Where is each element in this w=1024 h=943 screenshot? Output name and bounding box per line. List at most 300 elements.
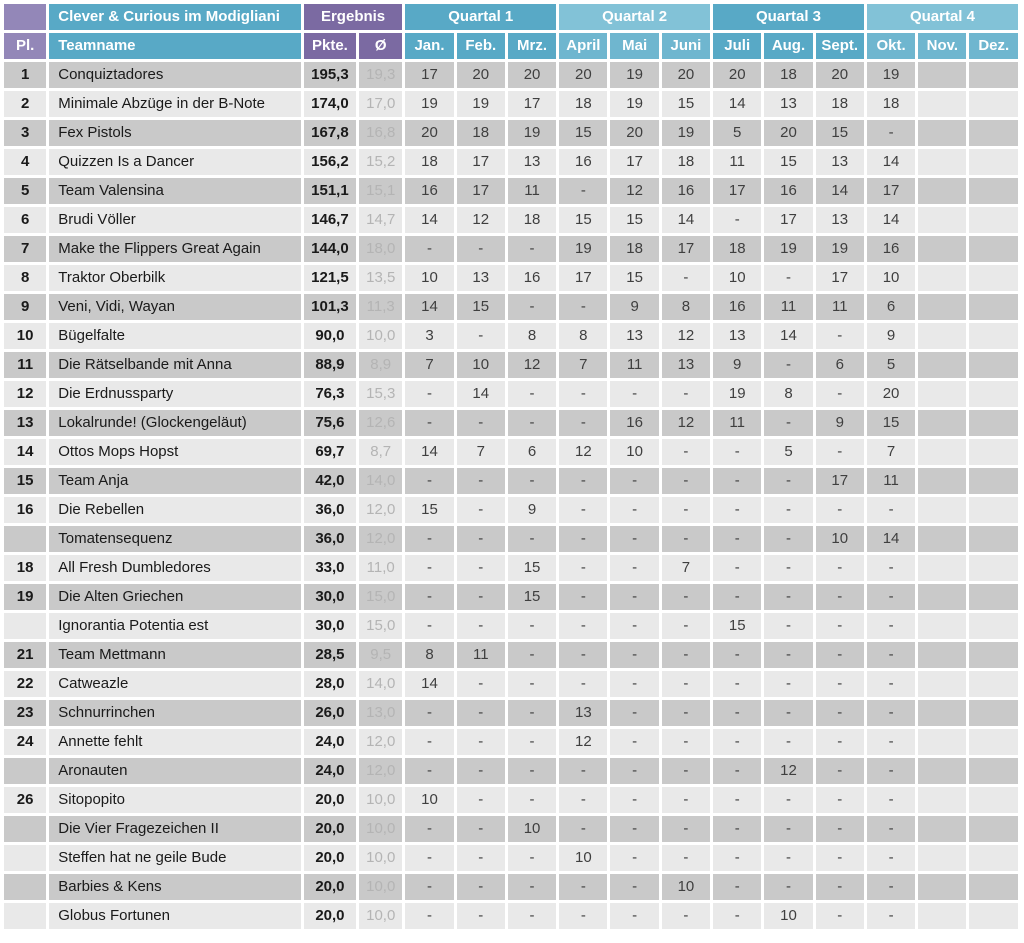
month-score-cell bbox=[969, 903, 1018, 929]
month-score-cell: - bbox=[405, 729, 453, 755]
points-cell: 26,0 bbox=[304, 700, 356, 726]
table-row bbox=[4, 410, 1018, 436]
month-score-cell: - bbox=[405, 236, 453, 262]
month-score-cell: 18 bbox=[713, 236, 761, 262]
table-body bbox=[4, 62, 1018, 929]
month-score-cell bbox=[969, 758, 1018, 784]
month-score-cell: - bbox=[816, 584, 864, 610]
month-score-cell bbox=[918, 758, 966, 784]
month-score-cell: - bbox=[457, 874, 505, 900]
team-name-cell: Globus Fortunen bbox=[49, 903, 301, 929]
month-score-cell: 14 bbox=[867, 526, 915, 552]
month-score-cell: 13 bbox=[457, 265, 505, 291]
quartal-2-header: Quartal 2 bbox=[559, 4, 710, 30]
month-score-cell bbox=[918, 729, 966, 755]
month-score-cell: 16 bbox=[713, 294, 761, 320]
month-score-cell bbox=[918, 874, 966, 900]
place-cell: 8 bbox=[4, 265, 46, 291]
month-score-cell: 9 bbox=[867, 323, 915, 349]
month-score-cell bbox=[918, 236, 966, 262]
month-score-cell: - bbox=[764, 526, 812, 552]
month-score-cell: - bbox=[764, 787, 812, 813]
month-score-cell: - bbox=[662, 497, 710, 523]
team-name-cell: Schnurrinchen bbox=[49, 700, 301, 726]
month-score-cell: - bbox=[816, 381, 864, 407]
month-score-cell: - bbox=[405, 410, 453, 436]
place-cell bbox=[4, 816, 46, 842]
month-score-cell: 19 bbox=[816, 236, 864, 262]
month-score-cell: - bbox=[816, 555, 864, 581]
month-score-cell: - bbox=[508, 294, 556, 320]
month-score-cell: - bbox=[816, 729, 864, 755]
month-score-cell: - bbox=[457, 816, 505, 842]
table-row bbox=[4, 381, 1018, 407]
month-score-cell bbox=[918, 497, 966, 523]
month-score-cell: - bbox=[764, 613, 812, 639]
month-score-cell: - bbox=[816, 642, 864, 668]
month-score-cell bbox=[969, 91, 1018, 117]
month-score-cell: - bbox=[713, 874, 761, 900]
place-cell bbox=[4, 874, 46, 900]
month-score-cell: 14 bbox=[405, 439, 453, 465]
month-score-cell: - bbox=[457, 526, 505, 552]
month-score-cell bbox=[969, 468, 1018, 494]
month-score-cell: 19 bbox=[662, 120, 710, 146]
month-score-cell bbox=[969, 555, 1018, 581]
month-score-cell: 17 bbox=[508, 91, 556, 117]
month-score-cell bbox=[918, 613, 966, 639]
month-score-cell: 19 bbox=[508, 120, 556, 146]
month-score-cell: 19 bbox=[610, 62, 658, 88]
team-name-cell: Team Valensina bbox=[49, 178, 301, 204]
month-score-cell bbox=[918, 62, 966, 88]
place-cell: 11 bbox=[4, 352, 46, 378]
month-score-cell bbox=[918, 91, 966, 117]
month-score-cell: - bbox=[405, 816, 453, 842]
month-score-cell: - bbox=[867, 816, 915, 842]
month-score-cell: - bbox=[816, 758, 864, 784]
points-cell: 30,0 bbox=[304, 613, 356, 639]
month-score-cell: - bbox=[662, 381, 710, 407]
month-header-april: April bbox=[559, 33, 607, 59]
place-cell: 14 bbox=[4, 439, 46, 465]
points-cell: 20,0 bbox=[304, 787, 356, 813]
month-score-cell: - bbox=[405, 758, 453, 784]
month-score-cell: - bbox=[508, 468, 556, 494]
month-score-cell: 12 bbox=[559, 729, 607, 755]
month-score-cell: 10 bbox=[713, 265, 761, 291]
average-cell: 15,1 bbox=[359, 178, 402, 204]
month-score-cell: 15 bbox=[508, 555, 556, 581]
month-score-cell: - bbox=[559, 816, 607, 842]
table-row bbox=[4, 526, 1018, 552]
month-score-cell: - bbox=[457, 555, 505, 581]
month-score-cell: - bbox=[508, 642, 556, 668]
team-name-cell: Team Anja bbox=[49, 468, 301, 494]
average-cell: 8,9 bbox=[359, 352, 402, 378]
month-score-cell: 13 bbox=[816, 207, 864, 233]
month-score-cell: - bbox=[457, 497, 505, 523]
month-score-cell bbox=[969, 236, 1018, 262]
month-score-cell: - bbox=[816, 613, 864, 639]
month-score-cell: 11 bbox=[457, 642, 505, 668]
place-cell bbox=[4, 758, 46, 784]
month-header-juni: Juni bbox=[662, 33, 710, 59]
month-score-cell: 20 bbox=[508, 62, 556, 88]
month-score-cell: - bbox=[713, 468, 761, 494]
month-score-cell bbox=[918, 903, 966, 929]
team-name-cell: Die Rätselbande mit Anna bbox=[49, 352, 301, 378]
team-name-cell: Die Erdnussparty bbox=[49, 381, 301, 407]
average-cell: 9,5 bbox=[359, 642, 402, 668]
month-score-cell: 7 bbox=[457, 439, 505, 465]
month-score-cell: 8 bbox=[662, 294, 710, 320]
month-score-cell: 18 bbox=[867, 91, 915, 117]
month-score-cell: - bbox=[867, 903, 915, 929]
table-row bbox=[4, 671, 1018, 697]
average-cell: 10,0 bbox=[359, 903, 402, 929]
points-cell: 151,1 bbox=[304, 178, 356, 204]
team-name-cell: Annette fehlt bbox=[49, 729, 301, 755]
points-cell: 36,0 bbox=[304, 526, 356, 552]
points-cell: 75,6 bbox=[304, 410, 356, 436]
points-cell: 33,0 bbox=[304, 555, 356, 581]
team-column-header: Teamname bbox=[49, 33, 301, 59]
points-cell: 174,0 bbox=[304, 91, 356, 117]
team-name-cell: Die Vier Fragezeichen II bbox=[49, 816, 301, 842]
points-cell: 20,0 bbox=[304, 874, 356, 900]
month-score-cell: 18 bbox=[405, 149, 453, 175]
points-cell: 36,0 bbox=[304, 497, 356, 523]
month-score-cell: - bbox=[662, 700, 710, 726]
month-score-cell bbox=[918, 642, 966, 668]
team-name-cell: Lokalrunde! (Glockengeläut) bbox=[49, 410, 301, 436]
month-score-cell: - bbox=[457, 700, 505, 726]
team-name-cell: Die Alten Griechen bbox=[49, 584, 301, 610]
month-score-cell: - bbox=[457, 758, 505, 784]
month-score-cell: 20 bbox=[457, 62, 505, 88]
table-row bbox=[4, 468, 1018, 494]
place-cell: 23 bbox=[4, 700, 46, 726]
average-cell: 19,3 bbox=[359, 62, 402, 88]
month-score-cell: - bbox=[867, 874, 915, 900]
month-score-cell: 14 bbox=[867, 149, 915, 175]
average-cell: 13,0 bbox=[359, 700, 402, 726]
month-score-cell bbox=[969, 671, 1018, 697]
month-score-cell: - bbox=[662, 584, 710, 610]
month-score-cell: - bbox=[713, 526, 761, 552]
month-score-cell bbox=[918, 149, 966, 175]
points-cell: 88,9 bbox=[304, 352, 356, 378]
month-score-cell: 10 bbox=[457, 352, 505, 378]
month-score-cell: - bbox=[508, 381, 556, 407]
average-cell: 10,0 bbox=[359, 845, 402, 871]
month-header-nov: Nov. bbox=[918, 33, 966, 59]
month-score-cell: 6 bbox=[816, 352, 864, 378]
month-score-cell: - bbox=[610, 526, 658, 552]
month-score-cell: 16 bbox=[508, 265, 556, 291]
table-row bbox=[4, 845, 1018, 871]
month-score-cell: - bbox=[867, 671, 915, 697]
month-score-cell bbox=[918, 555, 966, 581]
month-score-cell: 18 bbox=[610, 236, 658, 262]
month-score-cell: 13 bbox=[559, 700, 607, 726]
month-score-cell: - bbox=[662, 903, 710, 929]
month-score-cell: - bbox=[713, 758, 761, 784]
month-score-cell: 9 bbox=[816, 410, 864, 436]
month-score-cell: 12 bbox=[662, 323, 710, 349]
month-score-cell: 5 bbox=[713, 120, 761, 146]
month-score-cell bbox=[969, 787, 1018, 813]
month-score-cell: 14 bbox=[405, 294, 453, 320]
corner-cell bbox=[4, 4, 46, 30]
table-row bbox=[4, 584, 1018, 610]
month-score-cell: 20 bbox=[662, 62, 710, 88]
average-cell: 8,7 bbox=[359, 439, 402, 465]
month-score-cell: 17 bbox=[867, 178, 915, 204]
points-cell: 90,0 bbox=[304, 323, 356, 349]
month-score-cell: 15 bbox=[764, 149, 812, 175]
month-score-cell bbox=[969, 729, 1018, 755]
month-score-cell: - bbox=[816, 787, 864, 813]
place-cell: 10 bbox=[4, 323, 46, 349]
month-score-cell: - bbox=[764, 352, 812, 378]
table-row bbox=[4, 613, 1018, 639]
month-score-cell bbox=[969, 294, 1018, 320]
month-score-cell: 8 bbox=[559, 323, 607, 349]
month-score-cell: - bbox=[610, 468, 658, 494]
month-score-cell: - bbox=[713, 555, 761, 581]
month-score-cell: 14 bbox=[457, 381, 505, 407]
month-score-cell: 9 bbox=[713, 352, 761, 378]
month-score-cell: - bbox=[610, 874, 658, 900]
month-score-cell: - bbox=[816, 497, 864, 523]
month-score-cell: - bbox=[508, 526, 556, 552]
month-score-cell: 14 bbox=[764, 323, 812, 349]
points-column-header: Pkte. bbox=[304, 33, 356, 59]
points-cell: 144,0 bbox=[304, 236, 356, 262]
place-cell: 9 bbox=[4, 294, 46, 320]
place-cell: 1 bbox=[4, 62, 46, 88]
month-header-okt: Okt. bbox=[867, 33, 915, 59]
month-score-cell: - bbox=[405, 555, 453, 581]
month-score-cell: 17 bbox=[713, 178, 761, 204]
month-score-cell: - bbox=[764, 874, 812, 900]
place-cell: 6 bbox=[4, 207, 46, 233]
month-score-cell: 17 bbox=[662, 236, 710, 262]
month-score-cell: - bbox=[610, 903, 658, 929]
month-score-cell bbox=[918, 352, 966, 378]
month-score-cell: - bbox=[610, 845, 658, 871]
average-cell: 10,0 bbox=[359, 787, 402, 813]
month-score-cell bbox=[918, 178, 966, 204]
month-score-cell: - bbox=[405, 381, 453, 407]
month-score-cell bbox=[969, 526, 1018, 552]
month-score-cell: - bbox=[713, 584, 761, 610]
month-header-juli: Juli bbox=[713, 33, 761, 59]
month-score-cell: 20 bbox=[816, 62, 864, 88]
points-cell: 121,5 bbox=[304, 265, 356, 291]
month-header-jan: Jan. bbox=[405, 33, 453, 59]
month-score-cell: - bbox=[508, 758, 556, 784]
place-cell bbox=[4, 903, 46, 929]
month-score-cell: - bbox=[405, 468, 453, 494]
month-score-cell: 13 bbox=[508, 149, 556, 175]
month-score-cell: 11 bbox=[713, 149, 761, 175]
month-score-cell: - bbox=[662, 526, 710, 552]
month-score-cell: - bbox=[867, 497, 915, 523]
points-cell: 20,0 bbox=[304, 845, 356, 871]
average-cell: 12,0 bbox=[359, 758, 402, 784]
place-cell: 12 bbox=[4, 381, 46, 407]
month-score-cell: - bbox=[405, 700, 453, 726]
month-score-cell: 9 bbox=[508, 497, 556, 523]
table-row bbox=[4, 236, 1018, 262]
month-score-cell: 10 bbox=[867, 265, 915, 291]
month-score-cell: 18 bbox=[508, 207, 556, 233]
month-score-cell bbox=[969, 381, 1018, 407]
month-score-cell bbox=[918, 816, 966, 842]
month-score-cell: 12 bbox=[662, 410, 710, 436]
place-cell bbox=[4, 613, 46, 639]
month-score-cell: 20 bbox=[764, 120, 812, 146]
month-score-cell: 20 bbox=[610, 120, 658, 146]
month-score-cell bbox=[969, 439, 1018, 465]
place-cell: 19 bbox=[4, 584, 46, 610]
month-score-cell: - bbox=[662, 468, 710, 494]
month-score-cell: - bbox=[405, 613, 453, 639]
month-score-cell: 10 bbox=[610, 439, 658, 465]
month-score-cell: - bbox=[457, 468, 505, 494]
month-score-cell: - bbox=[764, 265, 812, 291]
month-score-cell: - bbox=[508, 410, 556, 436]
month-score-cell: 17 bbox=[405, 62, 453, 88]
month-score-cell: - bbox=[457, 903, 505, 929]
month-score-cell: - bbox=[610, 381, 658, 407]
month-score-cell: 8 bbox=[764, 381, 812, 407]
table-row bbox=[4, 903, 1018, 929]
month-score-cell: - bbox=[764, 729, 812, 755]
month-score-cell: 18 bbox=[764, 62, 812, 88]
month-score-cell: - bbox=[867, 642, 915, 668]
month-score-cell: - bbox=[559, 787, 607, 813]
month-score-cell: 11 bbox=[764, 294, 812, 320]
month-score-cell: - bbox=[662, 613, 710, 639]
month-score-cell: - bbox=[713, 207, 761, 233]
month-score-cell: - bbox=[662, 758, 710, 784]
month-score-cell: 16 bbox=[559, 149, 607, 175]
month-score-cell: 19 bbox=[405, 91, 453, 117]
month-score-cell bbox=[969, 149, 1018, 175]
month-score-cell: 11 bbox=[610, 352, 658, 378]
team-name-cell: Minimale Abzüge in der B-Note bbox=[49, 91, 301, 117]
month-score-cell: 17 bbox=[610, 149, 658, 175]
table-row bbox=[4, 265, 1018, 291]
month-score-cell: 15 bbox=[662, 91, 710, 117]
month-score-cell bbox=[918, 207, 966, 233]
points-cell: 24,0 bbox=[304, 758, 356, 784]
table-row bbox=[4, 323, 1018, 349]
month-score-cell: - bbox=[559, 903, 607, 929]
results-table bbox=[1, 1, 1021, 932]
average-cell: 12,0 bbox=[359, 526, 402, 552]
month-header-mrz: Mrz. bbox=[508, 33, 556, 59]
month-score-cell: 7 bbox=[559, 352, 607, 378]
month-score-cell bbox=[918, 410, 966, 436]
month-score-cell: 7 bbox=[405, 352, 453, 378]
month-score-cell: 5 bbox=[764, 439, 812, 465]
month-score-cell: 10 bbox=[508, 816, 556, 842]
month-score-cell: - bbox=[867, 729, 915, 755]
month-score-cell: - bbox=[816, 816, 864, 842]
team-name-cell: Brudi Völler bbox=[49, 207, 301, 233]
month-score-cell: - bbox=[457, 729, 505, 755]
average-cell: 15,0 bbox=[359, 584, 402, 610]
month-score-cell: 8 bbox=[405, 642, 453, 668]
month-score-cell: 17 bbox=[816, 265, 864, 291]
month-score-cell: 12 bbox=[610, 178, 658, 204]
month-score-cell: - bbox=[764, 845, 812, 871]
month-score-cell bbox=[969, 613, 1018, 639]
month-score-cell: - bbox=[662, 671, 710, 697]
table-title: Clever & Curious im Modigliani bbox=[49, 4, 301, 30]
points-cell: 42,0 bbox=[304, 468, 356, 494]
month-score-cell: - bbox=[764, 700, 812, 726]
month-score-cell: 16 bbox=[764, 178, 812, 204]
month-score-cell: - bbox=[457, 323, 505, 349]
month-score-cell: 6 bbox=[867, 294, 915, 320]
month-score-cell: 19 bbox=[764, 236, 812, 262]
month-score-cell: - bbox=[559, 671, 607, 697]
month-score-cell: 18 bbox=[816, 91, 864, 117]
team-name-cell: Sitopopito bbox=[49, 787, 301, 813]
table-row bbox=[4, 439, 1018, 465]
month-score-cell: - bbox=[457, 584, 505, 610]
month-score-cell bbox=[969, 62, 1018, 88]
month-score-cell: 14 bbox=[662, 207, 710, 233]
average-cell: 10,0 bbox=[359, 816, 402, 842]
team-name-cell: Veni, Vidi, Wayan bbox=[49, 294, 301, 320]
average-cell: 17,0 bbox=[359, 91, 402, 117]
place-cell: 13 bbox=[4, 410, 46, 436]
month-score-cell bbox=[969, 874, 1018, 900]
average-cell: 14,0 bbox=[359, 468, 402, 494]
month-score-cell: - bbox=[816, 700, 864, 726]
team-name-cell: Team Mettmann bbox=[49, 642, 301, 668]
month-score-cell bbox=[918, 294, 966, 320]
month-score-cell: - bbox=[867, 758, 915, 784]
month-score-cell: - bbox=[610, 555, 658, 581]
team-name-cell: Make the Flippers Great Again bbox=[49, 236, 301, 262]
month-score-cell: 15 bbox=[610, 207, 658, 233]
place-cell: 5 bbox=[4, 178, 46, 204]
month-score-cell: - bbox=[559, 874, 607, 900]
quartal-1-header: Quartal 1 bbox=[405, 4, 556, 30]
month-score-cell: - bbox=[764, 816, 812, 842]
month-score-cell: 11 bbox=[816, 294, 864, 320]
month-score-cell: 10 bbox=[405, 787, 453, 813]
points-cell: 28,0 bbox=[304, 671, 356, 697]
month-score-cell bbox=[969, 584, 1018, 610]
month-score-cell: - bbox=[713, 700, 761, 726]
month-score-cell: 14 bbox=[867, 207, 915, 233]
month-score-cell bbox=[969, 323, 1018, 349]
month-score-cell: - bbox=[457, 613, 505, 639]
month-score-cell: 18 bbox=[559, 91, 607, 117]
month-score-cell: 9 bbox=[610, 294, 658, 320]
month-score-cell bbox=[969, 207, 1018, 233]
month-score-cell: - bbox=[713, 671, 761, 697]
